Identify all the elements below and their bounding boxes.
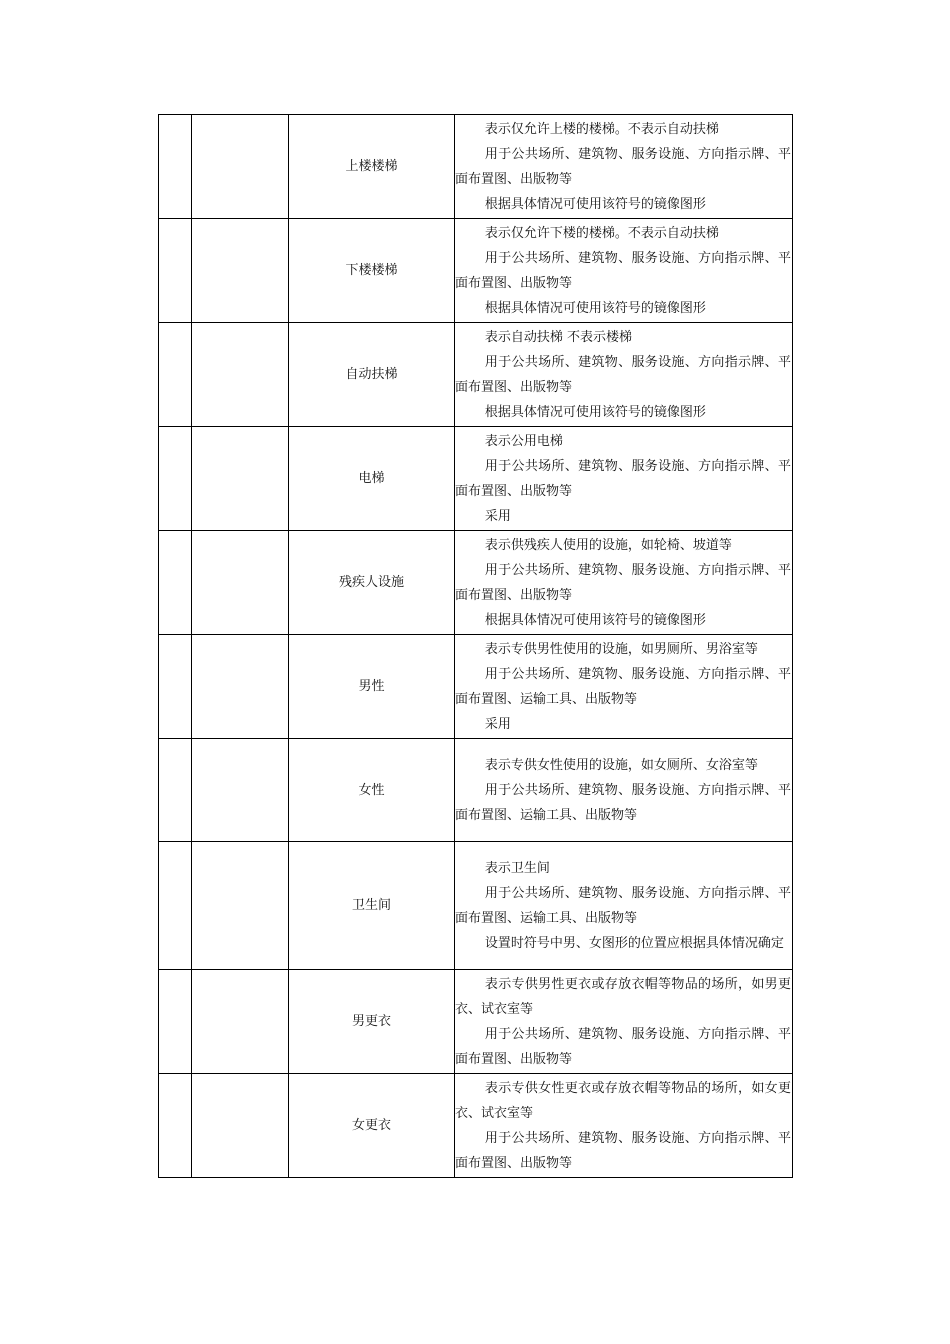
- facility-name: 上楼楼梯: [345, 159, 398, 174]
- description-cell: [455, 635, 793, 739]
- symbol-cell: [192, 635, 289, 739]
- description-paragraph: 根据具体情况可使用该符号的镜像图形: [484, 197, 706, 212]
- name-cell: [289, 323, 455, 427]
- description-body: [455, 427, 792, 530]
- description-paragraph: 用于公共场所、建筑物、服务设施、方向指示牌、平面布置图、出版物等: [455, 563, 791, 603]
- description-paragraph: 用于公共场所、建筑物、服务设施、方向指示牌、平面布置图、出版物等: [455, 251, 791, 291]
- description-cell: [455, 1074, 793, 1178]
- facility-name: 卫生间: [351, 898, 391, 913]
- table-row: [159, 635, 793, 739]
- facility-name: 女更衣: [351, 1118, 391, 1133]
- symbol-cell: [192, 842, 289, 970]
- description-paragraph: 用于公共场所、建筑物、服务设施、方向指示牌、平面布置图、运输工具、出版物等: [455, 667, 791, 707]
- description-paragraph: 用于公共场所、建筑物、服务设施、方向指示牌、平面布置图、运输工具、出版物等: [455, 886, 791, 926]
- description-body: [455, 323, 792, 426]
- number-cell: [159, 427, 192, 531]
- table-row: [159, 739, 793, 842]
- symbol-cell: [192, 531, 289, 635]
- number-cell: [159, 842, 192, 970]
- description-cell: [455, 323, 793, 427]
- name-cell: [289, 970, 455, 1074]
- table-row: [159, 842, 793, 970]
- description-body: [455, 219, 792, 322]
- symbol-cell: [192, 219, 289, 323]
- facility-name: 男性: [358, 679, 385, 694]
- description-paragraph: 用于公共场所、建筑物、服务设施、方向指示牌、平面布置图、出版物等: [455, 355, 791, 395]
- number-cell: [159, 531, 192, 635]
- description-cell: [455, 219, 793, 323]
- table-row: [159, 115, 793, 219]
- number-cell: [159, 1074, 192, 1178]
- description-paragraph: 根据具体情况可使用该符号的镜像图形: [484, 301, 706, 316]
- facility-name: 自动扶梯: [345, 367, 398, 382]
- description-paragraph: 表示仅允许下楼的楼梯。不表示自动扶梯: [484, 226, 719, 241]
- symbol-cell: [192, 323, 289, 427]
- facility-name: 男更衣: [351, 1014, 391, 1029]
- name-cell: [289, 1074, 455, 1178]
- description-paragraph: 用于公共场所、建筑物、服务设施、方向指示牌、平面布置图、出版物等: [455, 459, 791, 499]
- description-paragraph: 表示自动扶梯 不表示楼梯: [484, 330, 633, 345]
- description-body: [455, 531, 792, 634]
- number-cell: [159, 323, 192, 427]
- description-paragraph: 表示卫生间: [484, 861, 550, 876]
- description-paragraph: 表示专供女性使用的设施，如女厕所、女浴室等: [484, 758, 758, 773]
- description-paragraph: 表示供残疾人使用的设施，如轮椅、坡道等: [484, 538, 732, 553]
- table-row: [159, 323, 793, 427]
- name-cell: [289, 635, 455, 739]
- description-cell: [455, 970, 793, 1074]
- number-cell: [159, 219, 192, 323]
- symbol-cell: [192, 1074, 289, 1178]
- table-row: [159, 531, 793, 635]
- description-cell: [455, 427, 793, 531]
- description-body: [455, 115, 792, 218]
- facility-name: 下楼楼梯: [345, 263, 398, 278]
- description-paragraph: 用于公共场所、建筑物、服务设施、方向指示牌、平面布置图、运输工具、出版物等: [455, 783, 791, 823]
- number-cell: [159, 739, 192, 842]
- description-paragraph: 根据具体情况可使用该符号的镜像图形: [484, 613, 706, 628]
- description-paragraph: 用于公共场所、建筑物、服务设施、方向指示牌、平面布置图、出版物等: [455, 147, 791, 187]
- description-paragraph: 表示专供男性更衣或存放衣帽等物品的场所，如男更衣、试衣室等: [455, 977, 791, 1017]
- description-paragraph: 表示仅允许上楼的楼梯。不表示自动扶梯: [484, 122, 719, 137]
- description-paragraph: 采用: [484, 509, 511, 524]
- table-row: [159, 1074, 793, 1178]
- description-cell: [455, 531, 793, 635]
- description-paragraph: 用于公共场所、建筑物、服务设施、方向指示牌、平面布置图、出版物等: [455, 1131, 791, 1171]
- description-body: [455, 970, 792, 1073]
- description-body: [455, 635, 792, 738]
- symbol-cell: [192, 970, 289, 1074]
- description-paragraph: 表示专供女性更衣或存放衣帽等物品的场所，如女更衣、试衣室等: [455, 1081, 791, 1121]
- description-paragraph: 表示专供男性使用的设施，如男厕所、男浴室等: [484, 642, 758, 657]
- description-paragraph: 用于公共场所、建筑物、服务设施、方向指示牌、平面布置图、出版物等: [455, 1027, 791, 1067]
- description-paragraph: 根据具体情况可使用该符号的镜像图形: [484, 405, 706, 420]
- description-paragraph: 采用: [484, 717, 511, 732]
- table-row: [159, 970, 793, 1074]
- number-cell: [159, 115, 192, 219]
- description-cell: [455, 115, 793, 219]
- number-cell: [159, 970, 192, 1074]
- table-row: [159, 427, 793, 531]
- facility-name: 女性: [358, 782, 385, 798]
- description-paragraph: 表示公用电梯: [484, 434, 563, 449]
- name-cell: [289, 115, 455, 219]
- name-cell: [289, 842, 455, 970]
- description-body: [455, 854, 792, 957]
- description-body: [455, 1074, 792, 1177]
- symbol-cell: [192, 427, 289, 531]
- table-body: [159, 115, 793, 1178]
- name-cell: [289, 531, 455, 635]
- facility-name: 电梯: [358, 471, 385, 486]
- description-body: [455, 751, 792, 829]
- symbol-cell: [192, 115, 289, 219]
- name-cell: [289, 427, 455, 531]
- name-cell: [289, 219, 455, 323]
- name-cell: [289, 739, 455, 842]
- number-cell: [159, 635, 192, 739]
- table-row: [159, 219, 793, 323]
- symbol-cell: [192, 739, 289, 842]
- description-paragraph: 设置时符号中男、女图形的位置应根据具体情况确定: [484, 936, 784, 951]
- description-cell: [455, 739, 793, 842]
- description-cell: [455, 842, 793, 970]
- symbols-table: [158, 114, 793, 1178]
- facility-name: 残疾人设施: [338, 575, 404, 590]
